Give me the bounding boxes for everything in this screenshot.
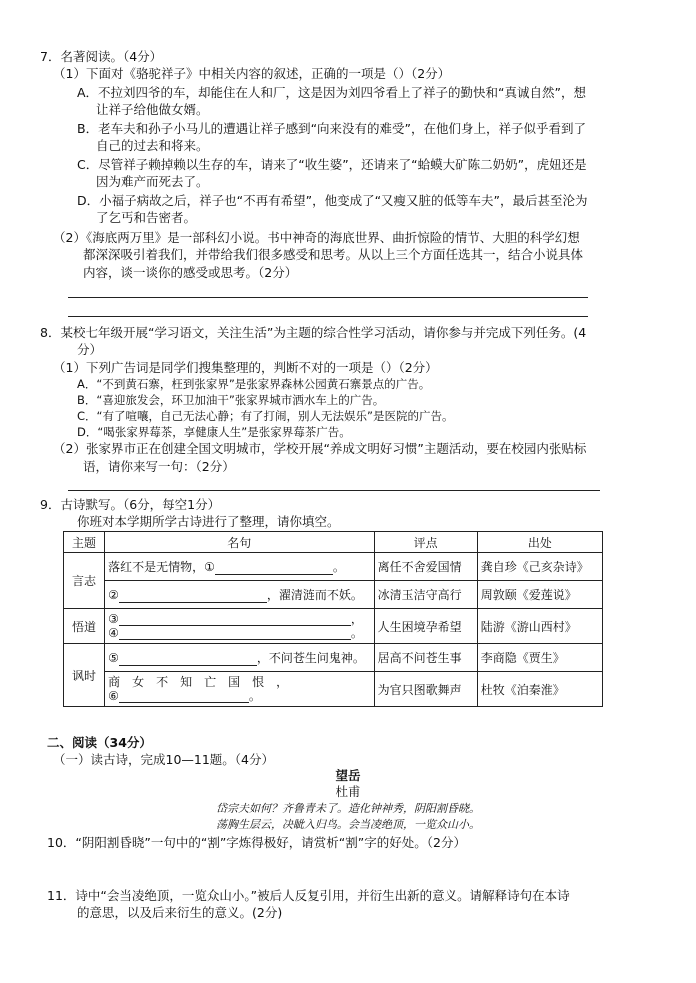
q10: 10．“阴阳割昏晓”一句中的“割”字炼得极好，请赏析“割”字的好处。（2分） [47, 835, 466, 850]
answer-line[interactable] [68, 316, 588, 317]
line-cell [105, 644, 375, 672]
source-cell: 陆游《游山西村》 [477, 609, 602, 644]
q9-intro: 你班对本学期所学古诗进行了整理，请你填空。 [77, 514, 340, 529]
table-header-row [64, 532, 603, 553]
poem-table [63, 531, 603, 707]
q7-part2-3: 内容，谈一谈你的感受或思考。（2分） [83, 265, 298, 280]
header-theme: 主题 [64, 532, 105, 553]
line-text: ⑥ [108, 688, 119, 703]
q8-part2-1: （2）张家界市正在创建全国文明城市，学校开展“养成文明好习惯”主题活动，要在校园内张贴标 [53, 441, 587, 456]
line-end: ， [350, 612, 363, 626]
header-comment: 评点 [374, 532, 477, 553]
section-2-sub1: （一）读古诗，完成10—11题。（4分） [53, 752, 275, 767]
q8-option-a: A．“不到黄石寨，枉到张家界”是张家界森林公园黄石寨景点的广告。 [77, 377, 431, 391]
line-text: 落红不是无情物，① [108, 560, 215, 574]
q8-part1: （1）下列广告词是同学们搜集整理的，判断不对的一项是（）（2分） [53, 360, 438, 375]
source-cell: 周敦颐《爱莲说》 [477, 581, 602, 609]
comment-cell: 离任不舍爱国情 [374, 553, 477, 581]
source-cell: 龚自珍《己亥杂诗》 [477, 553, 602, 581]
q7-option-b-2: 自己的过去和将来。 [96, 138, 209, 153]
comment-cell: 冰清玉洁守高行 [374, 581, 477, 609]
line-end: ，濯清涟而不妖。 [266, 588, 363, 602]
answer-line[interactable] [68, 490, 600, 491]
theme-cell: 悟道 [64, 609, 105, 644]
poem-author: 杜甫 [335, 784, 361, 799]
q7-option-b-1: B．老车夫和孙子小马儿的遭遇让祥子感到“向来没有的难受”，在他们身上，祥子似乎看到了 [77, 121, 587, 136]
line-end: 。 [248, 688, 261, 703]
q7-option-d-1: D．小福子病故之后，祥子也“不再有希望”，他变成了“又瘦又脏的低等车夫”，最后甚至沦为 [77, 193, 588, 208]
answer-line[interactable] [68, 297, 588, 298]
header-line: 名句 [105, 532, 375, 553]
q7-option-a-1: A．不拉刘四爷的车，却能住在人和厂，这是因为刘四爷看上了祥子的勤快和“真诚自然”，想 [77, 85, 587, 100]
line-text: ③ [108, 612, 119, 626]
theme-cell: 言志 [64, 553, 105, 609]
line-text: ② [108, 588, 119, 602]
fill-blank-5[interactable] [119, 652, 257, 666]
table-row [64, 644, 603, 672]
q11-1: 11．诗中“会当凌绝顶，一览众山小。”被后人反复引用，并衍生出新的意义。请解释诗句在本诗 [47, 888, 570, 903]
poem-line-2: 荡胸生层云，决眦入归鸟。会当凌绝顶，一览众山小。 [216, 818, 480, 831]
table-row [64, 609, 603, 644]
q7-option-c-1: C．尽管祥子赖掉赖以生存的车，请来了“收生婆”，还请来了“蛤蟆大矿陈二奶奶”，虎妞还是 [77, 157, 587, 172]
section-2-title: 二、阅读（34分） [47, 735, 152, 750]
poem-title: 望岳 [335, 768, 361, 783]
q7-part2-2: 都深深吸引着我们，并带给我们很多感受和思考。从以上三个方面任选其一，结合小说具体 [83, 247, 584, 262]
q8-title-2: 分） [77, 342, 103, 357]
q8-option-b: B．“喜迎旅发会，环卫加油干”张家界城市洒水车上的广告。 [77, 393, 385, 407]
theme-cell: 讽时 [64, 644, 105, 707]
source-cell: 李商隐《贾生》 [477, 644, 602, 672]
q7-option-d-2: 了乞丐和告密者。 [96, 210, 197, 225]
q8-title-1: 8．某校七年级开展“学习语文，关注生活”为主题的综合性学习活动，请你参与并完成下列任务。(4 [40, 325, 587, 340]
q8-option-d: D．“喝张家界莓茶，享健康人生”是张家界莓茶广告。 [77, 425, 351, 439]
q9-title: 9．古诗默写。（6分，每空1分） [40, 497, 221, 512]
q7-part1: （1）下面对《骆驼祥子》中相关内容的叙述，正确的一项是（）（2分） [53, 66, 451, 81]
line-cell [105, 553, 375, 581]
q11-2: 的意思，以及后来衍生的意义。(2分) [77, 905, 283, 920]
q7-option-a-2: 让祥子给他做女婿。 [96, 102, 209, 117]
line-text: ⑤ [108, 651, 119, 665]
table-row [64, 553, 603, 581]
q7-option-c-2: 因为难产而死去了。 [96, 174, 209, 189]
line-cell [105, 672, 375, 707]
line-text: 商 女 不 知 亡 国 恨 ， [108, 674, 289, 689]
line-end: 。 [350, 626, 363, 640]
comment-cell: 人生困境孕希望 [374, 609, 477, 644]
line-cell [105, 609, 375, 644]
header-source: 出处 [477, 532, 602, 553]
fill-blank-1[interactable] [215, 561, 333, 575]
poem-line-1: 岱宗夫如何？齐鲁青未了。造化钟神秀，阴阳割昏晓。 [216, 802, 480, 815]
table-row [64, 581, 603, 609]
line-text: ④ [108, 626, 119, 640]
line-end: ，不问苍生问鬼神。 [256, 651, 365, 665]
table-row [64, 672, 603, 707]
comment-cell: 为官只图歌舞声 [374, 672, 477, 707]
fill-blank-4[interactable] [119, 626, 351, 640]
fill-blank-2[interactable] [119, 589, 267, 603]
line-cell [105, 581, 375, 609]
q8-option-c: C．“有了喧嚷，自己无法心静；有了打闹，别人无法娱乐”是医院的广告。 [77, 409, 454, 423]
source-cell: 杜牧《泊秦淮》 [477, 672, 602, 707]
q7-title: 7．名著阅读。（4分） [40, 49, 163, 64]
comment-cell: 居高不问苍生事 [374, 644, 477, 672]
q8-part2-2: 语，请你来写一句：（2分） [83, 459, 235, 474]
q7-part2-1: （2）《海底两万里》是一部科幻小说。书中神奇的海底世界、曲折惊险的情节、大胆的科学幻想 [53, 230, 580, 245]
fill-blank-3[interactable] [119, 612, 351, 626]
line-end: 。 [332, 560, 345, 574]
fill-blank-6[interactable] [119, 689, 249, 703]
